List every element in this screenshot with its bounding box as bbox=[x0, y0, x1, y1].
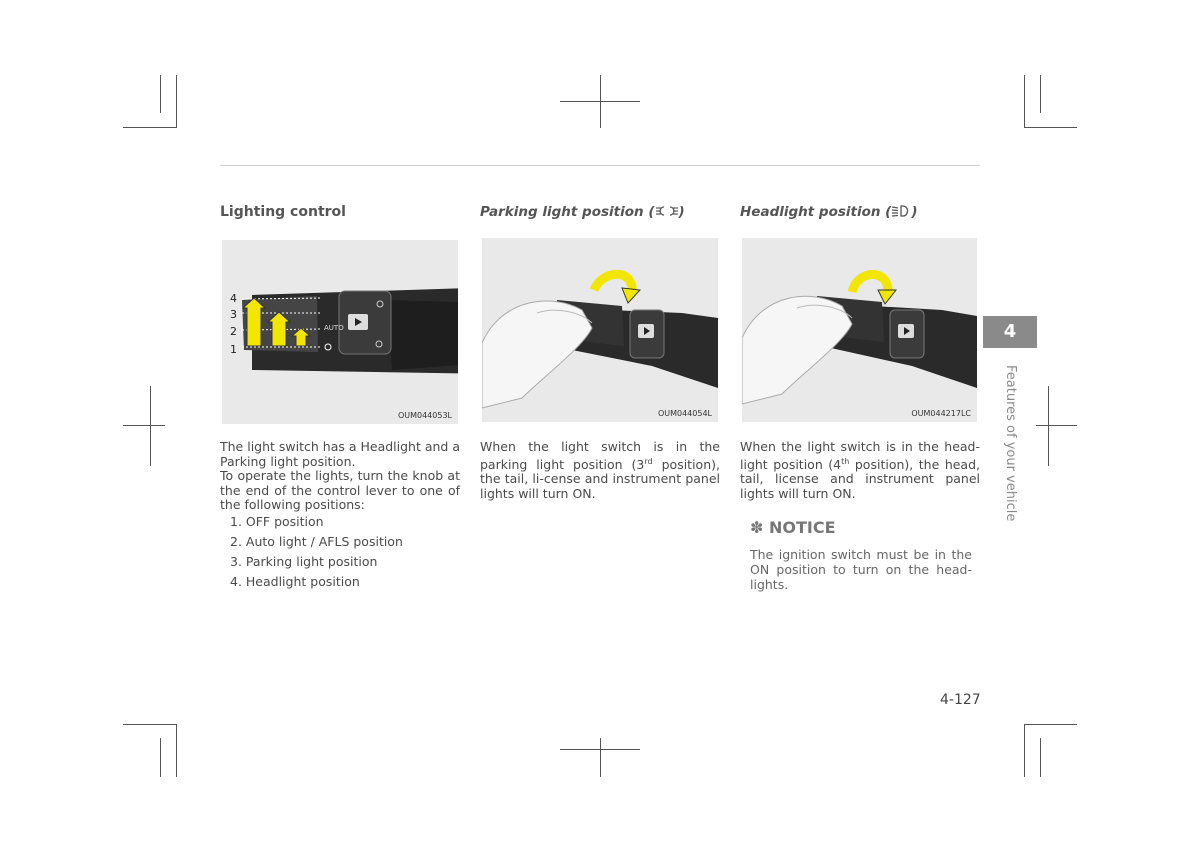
list-item: 2. Auto light / AFLS position bbox=[230, 533, 403, 549]
header-rule bbox=[220, 165, 980, 166]
chapter-label: Features of your vehicle bbox=[1003, 365, 1018, 522]
section-headlight bbox=[740, 200, 980, 592]
paragraph: When the light switch is in the parking light position (3rd position), the tail, li-cense and instrument panel lights will turn ON. bbox=[480, 439, 720, 501]
section-heading: Headlight position ( ) bbox=[740, 204, 918, 220]
figure-code: OUM044054L bbox=[657, 409, 712, 418]
body-text bbox=[480, 440, 720, 501]
position-number: 2 bbox=[230, 325, 237, 338]
page-number: 4-127 bbox=[940, 692, 981, 708]
rotate-arrow-icon bbox=[622, 288, 640, 303]
section-lighting-control bbox=[220, 200, 460, 589]
chapter-tab: 4 bbox=[983, 316, 1037, 348]
body-text bbox=[740, 440, 980, 501]
paragraph: To operate the lights, turn the knob at the end of the control lever to one of the following positions: bbox=[220, 468, 460, 512]
parking-light-icon bbox=[655, 205, 679, 217]
headlight-icon bbox=[891, 205, 911, 217]
section-parking-light bbox=[480, 200, 720, 501]
notice-title: ✽ NOTICE bbox=[750, 518, 836, 537]
notice-box bbox=[750, 518, 972, 592]
section-heading: Parking light position ( ) bbox=[480, 204, 685, 220]
figure-auto-label: AUTO bbox=[324, 324, 344, 332]
position-number: 1 bbox=[230, 343, 237, 356]
list-item: 4. Headlight position bbox=[230, 573, 360, 589]
parking-light-figure bbox=[482, 238, 718, 422]
position-number: 3 bbox=[230, 308, 237, 321]
figure-code: OUM044217LC bbox=[911, 409, 971, 418]
position-list bbox=[220, 515, 460, 589]
paragraph: The light switch has a Headlight and a Parking light position. bbox=[220, 439, 460, 469]
body-text bbox=[220, 440, 460, 595]
lighting-switch-figure bbox=[222, 240, 458, 424]
list-item: 3. Parking light position bbox=[230, 553, 378, 569]
notice-text: The ignition switch must be in the ON position to turn on the head-lights. bbox=[750, 547, 972, 592]
position-number: 4 bbox=[230, 292, 237, 305]
headlight-figure bbox=[742, 238, 977, 422]
notice-asterisk-icon: ✽ bbox=[750, 518, 764, 537]
section-heading: Lighting control bbox=[220, 204, 346, 220]
figure-code: OUM044053L bbox=[397, 411, 452, 420]
list-item: 1. OFF position bbox=[230, 513, 324, 529]
paragraph: When the light switch is in the head-light position (4th position), the head, tail, license and instrument panel lights will turn ON. bbox=[740, 439, 980, 501]
